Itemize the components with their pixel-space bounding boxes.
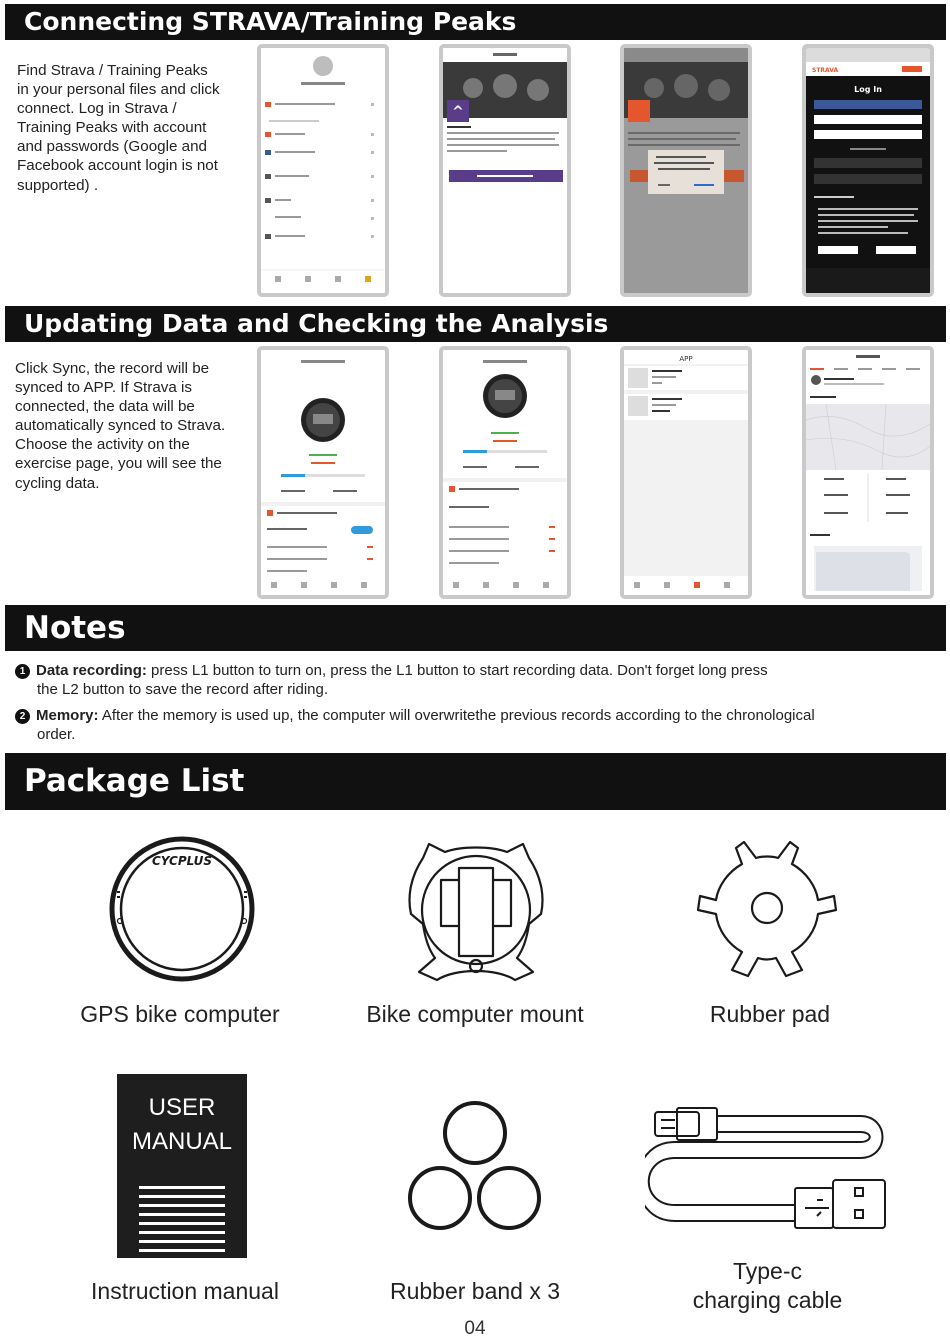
rubber-pad-illustration	[694, 838, 840, 980]
package-item-label: Instruction manual	[91, 1278, 279, 1304]
connect-instructions	[17, 61, 249, 195]
update-line: cycling data.	[15, 474, 100, 492]
update-line: Choose the activity on the	[15, 436, 190, 454]
phone-screenshot-profile	[257, 44, 389, 297]
strava-authorize-screen-graphic	[624, 48, 748, 293]
connect-line: Training Peaks with account	[17, 119, 207, 137]
rubber-bands-illustration	[405, 1100, 545, 1232]
app-title: APP	[679, 355, 693, 363]
instruction-manual-illustration	[117, 1074, 247, 1258]
page-number: 04	[464, 1318, 486, 1339]
update-line: exercise page, you will see the	[15, 455, 222, 473]
note-label: Memory:	[36, 707, 99, 724]
connect-line: Facebook account login is not	[17, 157, 218, 175]
note-text-continued: order.	[37, 726, 76, 743]
section-title-connecting: Connecting STRAVA/Training Peaks	[5, 4, 946, 40]
activity-detail-screen-graphic	[806, 350, 930, 595]
update-line: connected, the data will be	[15, 398, 195, 416]
package-item-label: GPS bike computer	[80, 1001, 280, 1027]
type-c-cable-illustration	[645, 1100, 890, 1230]
profile-screen-graphic	[261, 48, 385, 293]
phone-screenshot-records	[439, 346, 571, 599]
package-item-label: Rubber band x 3	[389, 1278, 561, 1304]
phone-screenshot-device-sync	[257, 346, 389, 599]
device-sync-screen-graphic	[261, 350, 385, 595]
svg-text:^: ^	[452, 104, 464, 120]
gps-bike-computer-illustration	[107, 836, 257, 986]
manual-cover-line: USER	[148, 1094, 216, 1121]
note-number-badge: 1	[15, 664, 30, 679]
connect-line: in your personal files and click	[17, 81, 220, 99]
note-number-badge: 2	[15, 709, 30, 724]
phone-screenshot-strava-connect	[439, 44, 571, 297]
section-title-notes: Notes	[5, 605, 946, 651]
connect-line: and passwords (Google and	[17, 138, 207, 156]
package-item-label: charging cable	[692, 1287, 843, 1313]
records-screen-graphic	[443, 350, 567, 595]
strava-logo-text: STRAVA	[812, 67, 839, 74]
strava-login-screen-graphic	[806, 48, 930, 293]
phone-screenshot-strava-login	[802, 44, 934, 297]
bike-mount-illustration	[401, 838, 551, 984]
note-text: After the memory is used up, the computer will overwritethe previous records according to the chronological	[98, 707, 815, 724]
connect-line: Find Strava / Training Peaks	[17, 62, 208, 79]
update-line: Click Sync, the record will be	[15, 360, 210, 377]
package-item-label: Bike computer mount	[366, 1001, 584, 1027]
device-brand-text: CYCPLUS	[151, 854, 213, 868]
note-item	[15, 661, 915, 699]
note-text: press L1 button to turn on, press the L1 button to start recording data. Don't forget long press	[146, 662, 768, 679]
package-item-label: Rubber pad	[709, 1001, 831, 1027]
connect-line: supported) .	[17, 176, 99, 194]
section-title-package-list: Package List	[5, 753, 946, 810]
phone-screenshot-strava-authorize	[620, 44, 752, 297]
phone-screenshot-activity-detail	[802, 346, 934, 599]
note-item	[15, 706, 915, 744]
manual-cover-lines	[139, 1186, 225, 1258]
section-title-updating: Updating Data and Checking the Analysis	[5, 306, 946, 342]
strava-connect-screen-graphic	[443, 48, 567, 293]
strava-login-heading: Log In	[854, 85, 882, 94]
note-label: Data recording:	[36, 662, 147, 679]
phone-screenshot-activity-list	[620, 346, 752, 599]
manual-cover-line: MANUAL	[131, 1128, 233, 1155]
note-text-continued: the L2 button to save the record after riding.	[37, 681, 329, 698]
update-instructions	[15, 359, 247, 493]
activity-list-screen-graphic	[624, 350, 748, 595]
update-line: automatically synced to Strava.	[15, 417, 226, 435]
update-line: synced to APP. If Strava is	[15, 379, 192, 397]
connect-line: connect. Log in Strava /	[17, 100, 177, 118]
package-item-label: Type-c	[732, 1258, 803, 1284]
